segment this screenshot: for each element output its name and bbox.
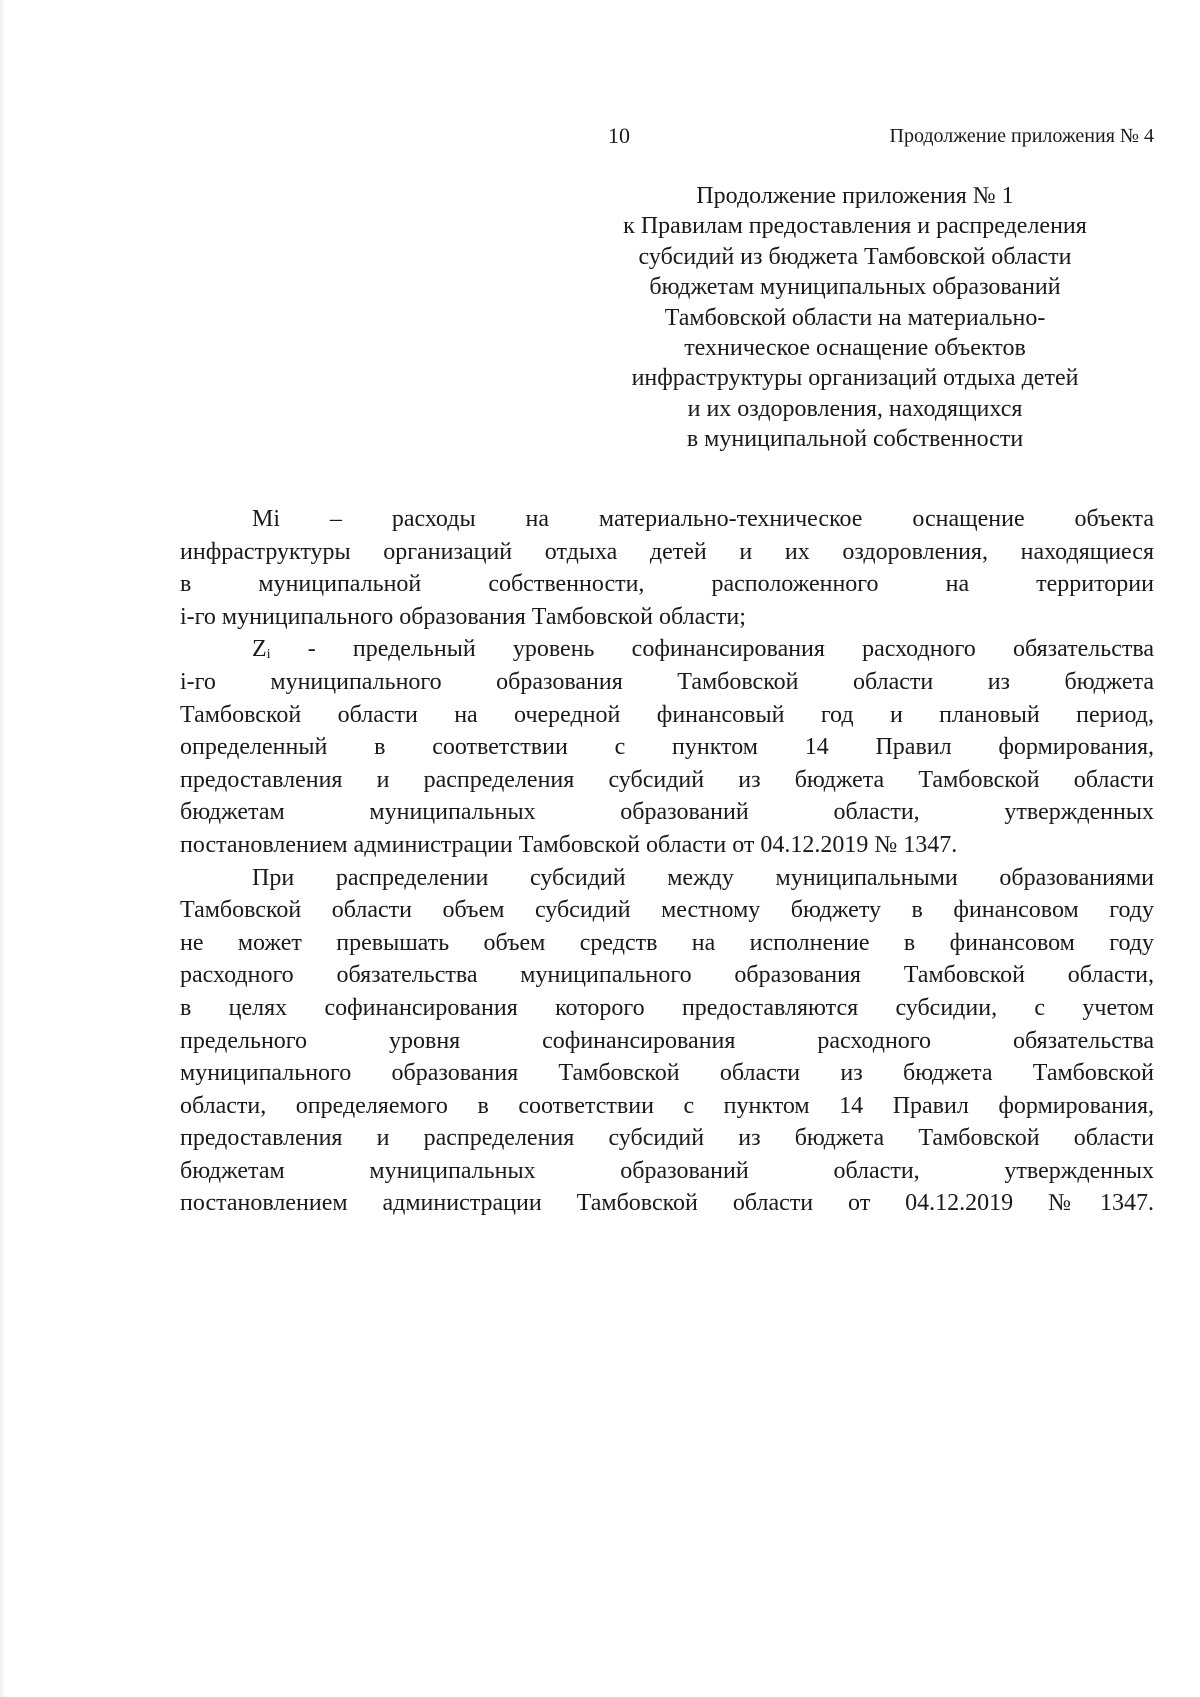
appendix-header-line: и их оздоровления, находящихся <box>687 395 1023 422</box>
paragraph-distribution-rule <box>180 862 1154 1221</box>
appendix-header-line: к Правилам предоставления и распределения <box>623 213 1087 240</box>
paragraph-line: предельного уровня софинансирования расходного обязательства <box>180 1027 1154 1054</box>
paragraph-line: предоставления и распределения субсидий из бюджета Тамбовской области <box>180 1125 1154 1152</box>
appendix-header-line: в муниципальной собственности <box>686 426 1024 453</box>
appendix-header-line: техническое оснащение объектов <box>684 335 1026 362</box>
paragraph-line: Zᵢ - предельный уровень софинансирования расходного обязательства <box>252 636 1154 663</box>
paragraph-line: бюджетам муниципальных образований области, утвержденных <box>180 799 1154 826</box>
page-number: 10 <box>608 123 630 148</box>
paragraph-line: инфраструктуры организаций отдыха детей и их оздоровления, находящиеся <box>180 538 1154 565</box>
appendix-header-line: Тамбовской области на материально- <box>664 304 1046 331</box>
appendix-header-line: бюджетам муниципальных образований <box>649 274 1061 301</box>
paragraph-zi-definition <box>180 633 1154 861</box>
paragraph-line: расходного обязательства муниципального образования Тамбовской области, <box>180 962 1154 989</box>
paragraph-line: Mi – расходы на материально-техническое оснащение объекта <box>252 506 1154 532</box>
paragraph-line: не может превышать объем средств на исполнение в финансовом году <box>180 929 1154 956</box>
paragraph-line: постановлением администрации Тамбовской области от 04.12.2019 №1347. <box>180 1190 1154 1217</box>
paragraph-line: i-го муниципального образования Тамбовской области; <box>180 603 746 630</box>
paragraph-line: в муниципальной собственности, расположенного на территории <box>180 571 1154 598</box>
paragraph-line: в целях софинансирования которого предоставляются субсидии, с учетом <box>180 994 1154 1021</box>
paragraph-line: муниципального образования Тамбовской области из бюджета Тамбовской <box>180 1060 1154 1087</box>
paragraph-line: При распределении субсидий между муниципальными образованиями <box>252 864 1154 891</box>
paragraph-line: области, определяемого в соответствии с пунктом 14 Правил формирования, <box>180 1092 1154 1119</box>
paragraph-line: бюджетам муниципальных образований области, утвержденных <box>180 1157 1154 1184</box>
paragraph-line: постановлением администрации Тамбовской области от 04.12.2019 № 1347. <box>180 831 958 858</box>
appendix-header <box>575 181 1135 455</box>
appendix-header-line: инфраструктуры организаций отдыха детей <box>631 365 1079 392</box>
paragraph-line: предоставления и распределения субсидий из бюджета Тамбовской области <box>180 766 1154 793</box>
appendix-header-line: Продолжение приложения № 1 <box>696 183 1014 209</box>
paragraph-line: i-го муниципального образования Тамбовской области из бюджета <box>180 668 1154 695</box>
paragraph-line: определенный в соответствии с пунктом 14 Правил формирования, <box>180 734 1154 761</box>
paragraph-mi-definition <box>180 503 1154 633</box>
continuation-label: Продолжение приложения № 4 <box>889 125 1154 147</box>
paragraph-line: Тамбовской области объем субсидий местному бюджету в финансовом году <box>180 897 1154 924</box>
scan-edge <box>0 0 6 1697</box>
paragraph-line: Тамбовской области на очередной финансовый год и плановый период, <box>180 701 1154 728</box>
appendix-header-line: субсидий из бюджета Тамбовской области <box>638 243 1072 270</box>
body-text <box>180 503 1154 1220</box>
